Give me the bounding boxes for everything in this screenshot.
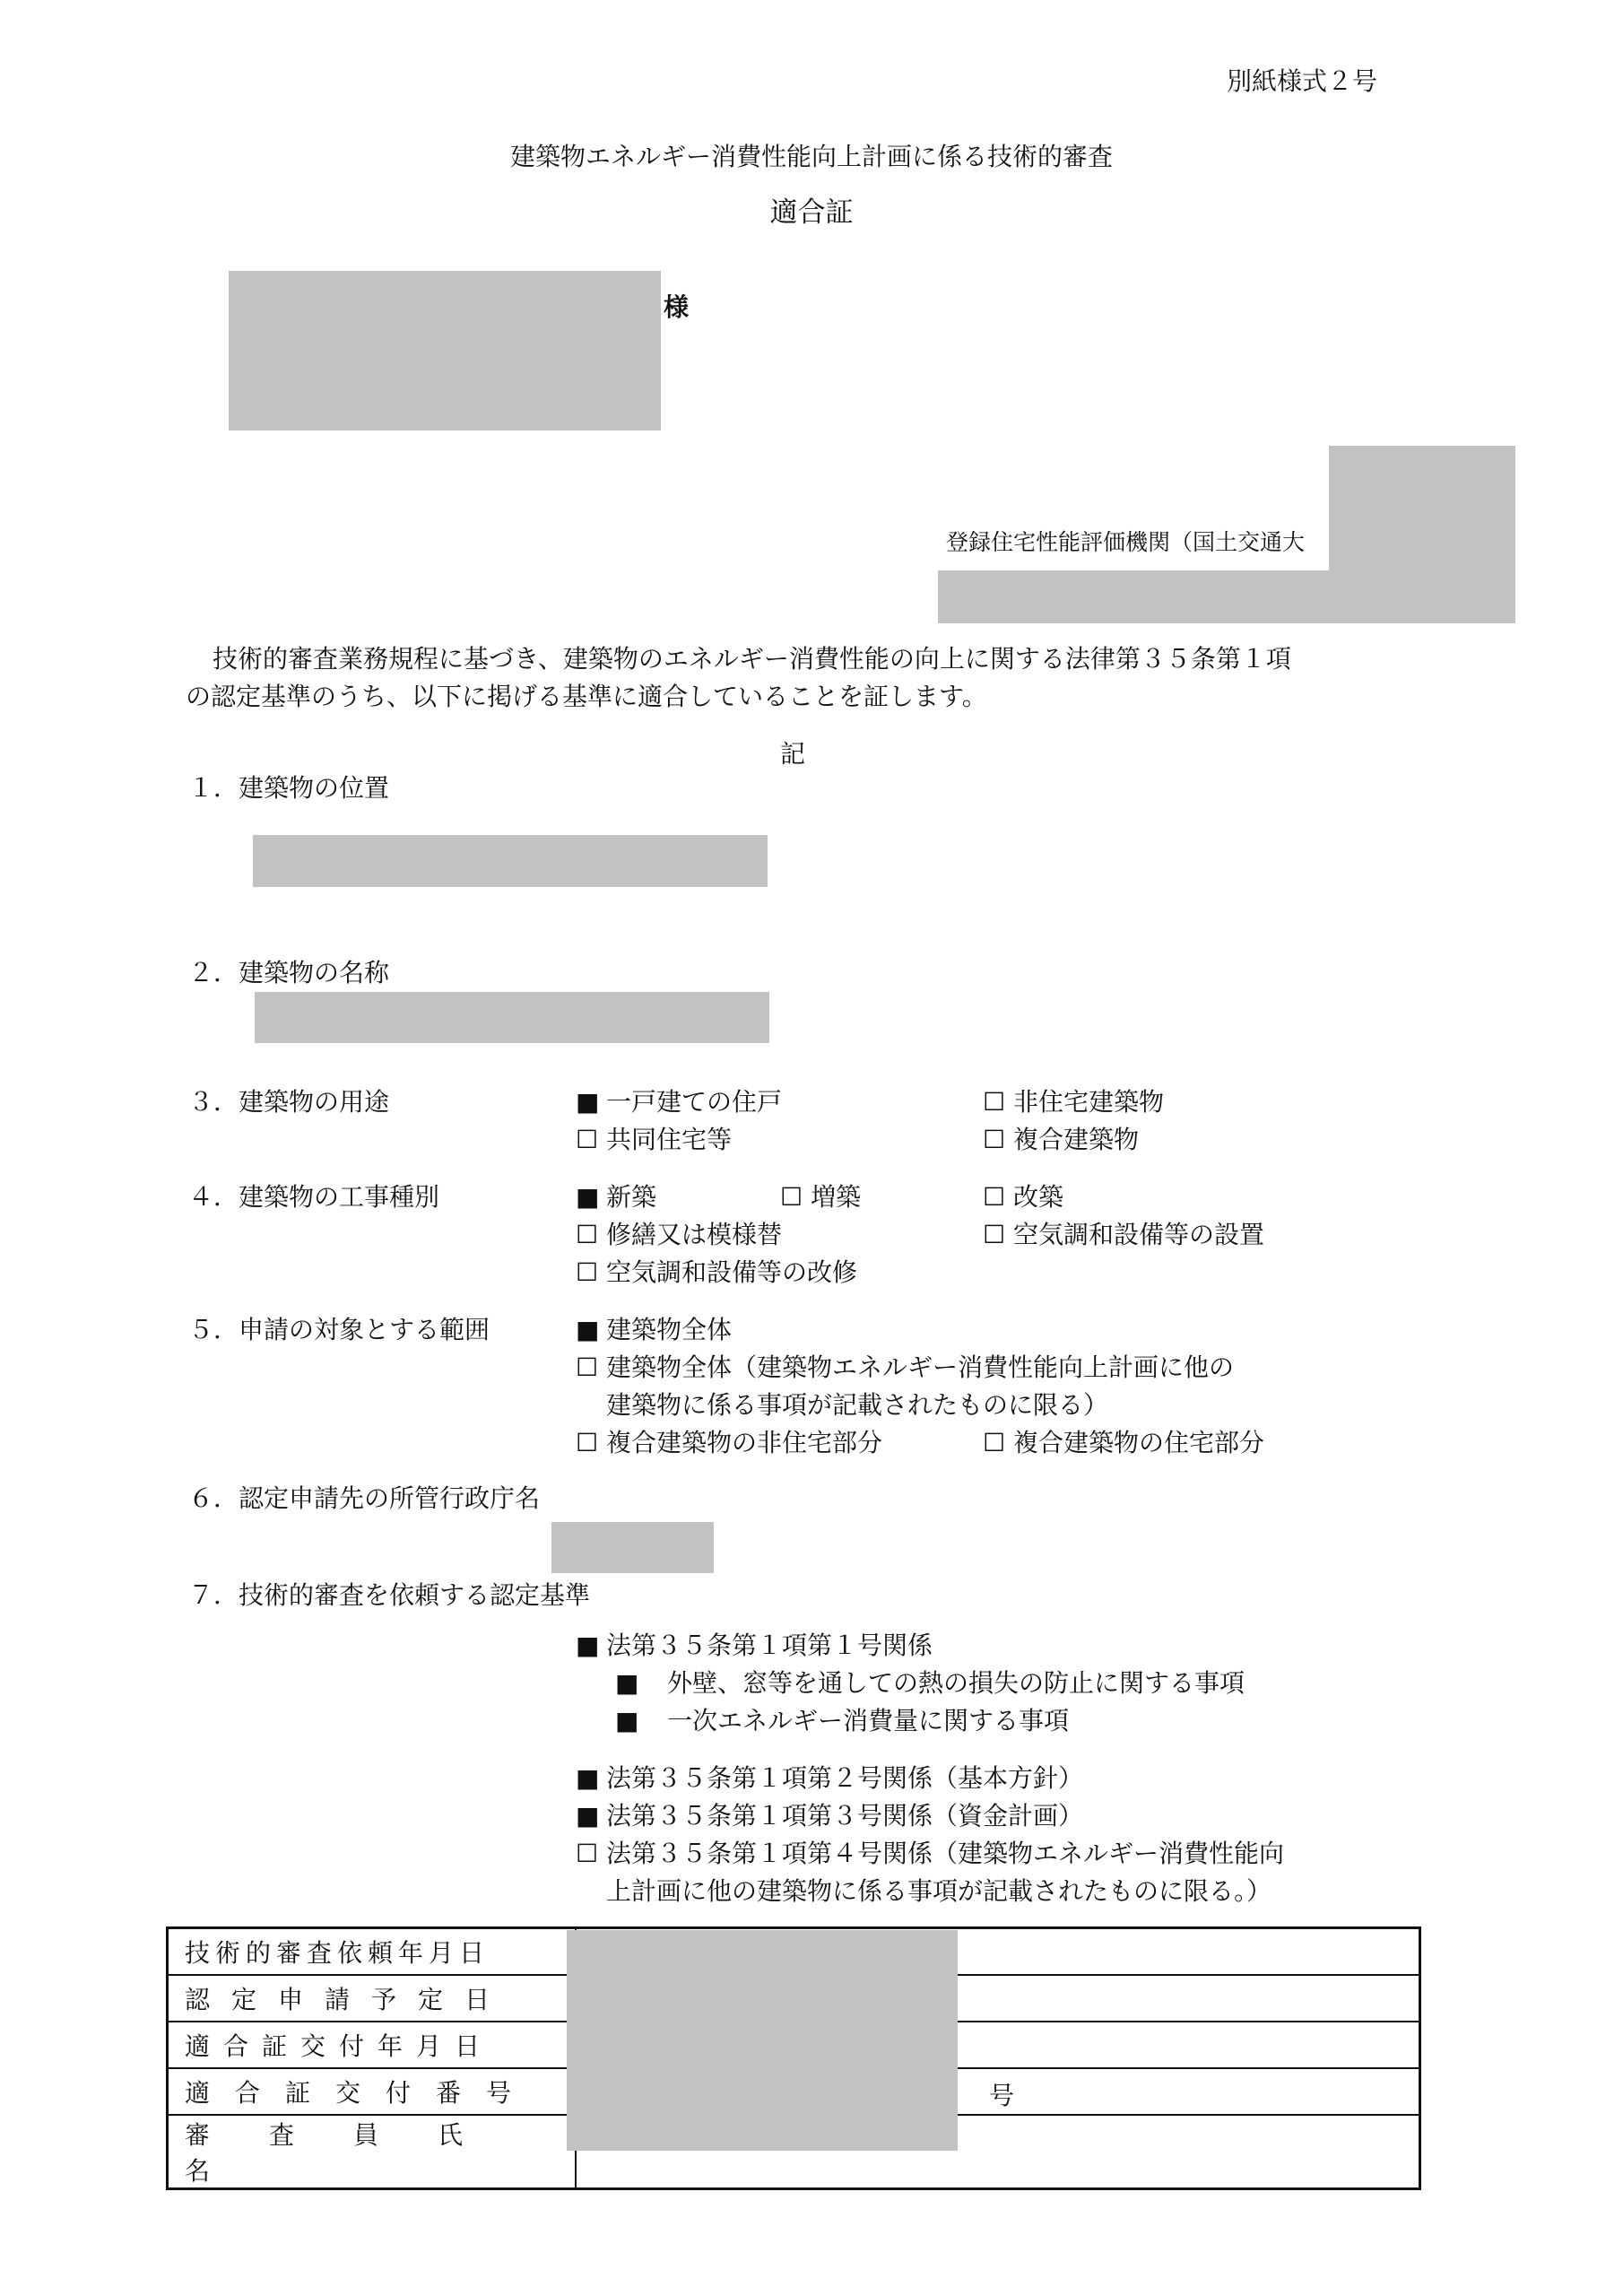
scope-option-whole [576,1315,732,1345]
work-option-hvac-install [983,1220,1264,1250]
checkbox-checked: ■ [615,1706,639,1735]
option-label: 複合建築物 [1013,1125,1140,1154]
option-label: 増築 [811,1182,862,1212]
checkbox-unchecked: ☐ [983,1182,1006,1212]
option-label: 改築 [1013,1182,1064,1212]
checkbox-unchecked: ☐ [576,1125,599,1154]
title-line2: 適合証 [769,196,854,229]
use-option-mixed [983,1125,1139,1155]
option-label: 空気調和設備等の改修 [606,1257,858,1287]
criteria-art35-1-4-cont: 上計画に他の建築物に係る事項が記載されたものに限る。） [606,1876,1272,1906]
checkbox-checked: ■ [576,1631,600,1660]
checkbox-unchecked: ☐ [576,1839,599,1868]
work-option-rebuild [983,1182,1063,1213]
form-number: 別紙様式２号 [1227,66,1378,96]
name-redaction [255,992,769,1043]
checkbox-checked: ■ [576,1315,600,1344]
option-label: 建築物全体 [606,1315,733,1344]
label-reviewer-name: 審査員氏名 [168,2115,577,2189]
criteria-heat-loss [615,1668,1245,1699]
work-option-hvac-renovate [576,1257,857,1288]
option-label: 非住宅建築物 [1013,1087,1165,1117]
use-option-apartment [576,1125,732,1155]
section-2-label: ２．建築物の名称 [188,958,390,987]
intro-line1: 技術的審査業務規程に基づき、建築物のエネルギー消費性能の向上に関する法律第３５条第１項 [213,644,1291,674]
use-option-detached [576,1087,782,1118]
scope-option-mixed-res [983,1428,1264,1458]
authority-redaction [551,1522,714,1573]
section-6-label: ６．認定申請先の所管行政庁名 [188,1483,541,1513]
number-suffix: 号 [989,2081,1015,2110]
checkbox-unchecked: ☐ [983,1087,1006,1117]
section-3-label: ３．建築物の用途 [188,1087,390,1117]
label-issue-date: 適合証交付年月日 [168,2022,577,2068]
checkbox-checked: ■ [576,1801,600,1831]
label-application-date: 認定申請予定日 [168,1975,577,2022]
criteria-art35-1-4 [576,1839,1284,1869]
label-issue-number: 適合証交付番号 [168,2068,577,2115]
work-option-extension [780,1182,861,1213]
scope-option-whole-other-cont: 建築物に係る事項が記載されたものに限る） [606,1390,1109,1420]
use-option-nonresidential [983,1087,1164,1118]
checkbox-unchecked: ☐ [576,1220,599,1249]
section-1-label: １．建築物の位置 [188,773,390,803]
checkbox-checked: ■ [576,1763,600,1793]
option-label: 新築 [606,1182,657,1212]
work-option-repair [576,1220,782,1250]
section-7-label: ７．技術的審査を依頼する認定基準 [188,1580,591,1610]
option-label: 法第３５条第１項第３号関係（資金計画） [606,1801,1084,1831]
option-label: 法第３５条第１項第２号関係（基本方針） [606,1763,1084,1793]
title-line1: 建築物エネルギー消費性能向上計画に係る技術的審査 [509,142,1113,171]
checkbox-unchecked: ☐ [576,1257,599,1287]
addressee-suffix: 様 [664,292,690,322]
option-label: 共同住宅等 [606,1125,733,1154]
section-4-label: ４．建築物の工事種別 [188,1182,440,1212]
checkbox-checked: ■ [576,1182,600,1212]
issuer-label: 登録住宅性能評価機関（国土交通大 [946,529,1306,555]
option-label: 複合建築物の非住宅部分 [606,1428,883,1457]
criteria-art35-1-1 [576,1631,933,1661]
criteria-art35-1-2 [576,1763,1083,1794]
intro-line2: の認定基準のうち、以下に掲げる基準に適合していることを証します。 [186,682,987,711]
addressee-redaction [229,271,661,430]
checkbox-unchecked: ☐ [983,1428,1006,1457]
option-label: 一次エネルギー消費量に関する事項 [667,1706,1070,1735]
option-label: 一戸建ての住戸 [606,1087,783,1117]
work-option-new [576,1182,656,1213]
checkbox-unchecked: ☐ [983,1220,1006,1249]
option-label: 複合建築物の住宅部分 [1013,1428,1265,1457]
option-label: 法第３５条第１項第１号関係 [606,1631,933,1660]
table-values-redaction [567,1930,958,2151]
section-5-label: ５．申請の対象とする範囲 [188,1315,490,1344]
option-label: 修繕又は模様替 [606,1220,783,1249]
criteria-primary-energy [615,1706,1069,1736]
ki-mark: 記 [780,739,806,769]
label-request-date: 技術的審査依頼年月日 [168,1928,577,1976]
checkbox-checked: ■ [576,1087,600,1117]
location-redaction [253,835,768,887]
option-label: 法第３５条第１項第４号関係（建築物エネルギー消費性能向 [606,1839,1285,1868]
option-label: 外壁、窓等を通しての熱の損失の防止に関する事項 [667,1668,1245,1698]
option-label: 空気調和設備等の設置 [1013,1220,1265,1249]
scope-option-mixed-nonres [576,1428,882,1458]
checkbox-checked: ■ [615,1668,639,1698]
checkbox-unchecked: ☐ [576,1428,599,1457]
option-label: 建築物全体（建築物エネルギー消費性能向上計画に他の [606,1352,1235,1382]
scope-option-whole-other [576,1352,1234,1383]
checkbox-unchecked: ☐ [576,1352,599,1382]
issuer-redaction-bottom [938,570,1515,623]
checkbox-unchecked: ☐ [983,1125,1006,1154]
criteria-art35-1-3 [576,1801,1083,1831]
checkbox-unchecked: ☐ [780,1182,803,1212]
